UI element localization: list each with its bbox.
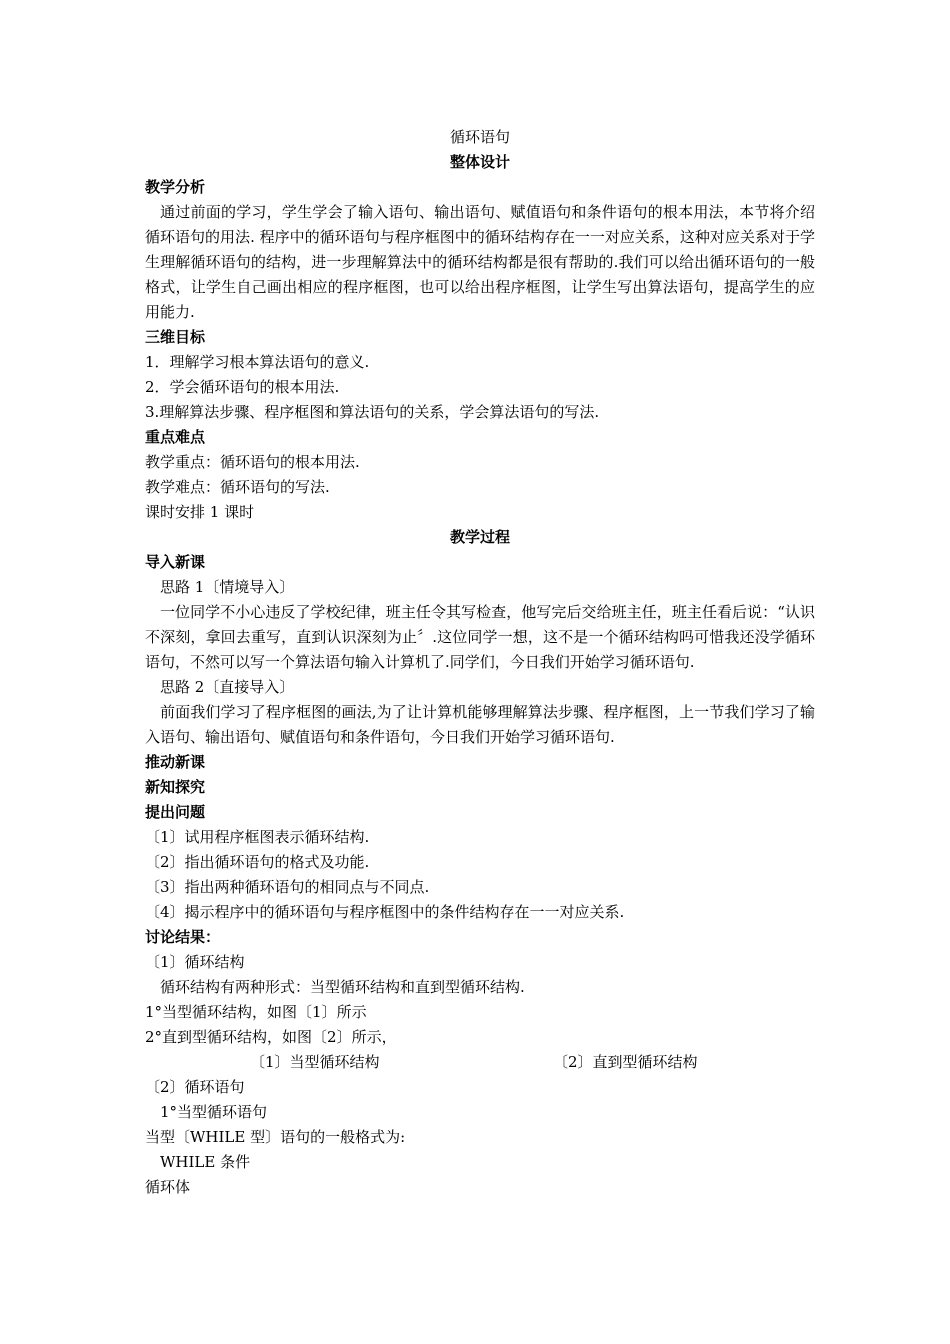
paragraph-idea2: 前面我们学习了程序框图的画法,为了让计算机能够理解算法步骤、程序框图，上一节我们学习了输入语句、输出语句、赋值语句和条件语句，今日我们开始学习循环语句. [145, 703, 815, 746]
goal-item: 2．学会循环语句的根本用法. [145, 378, 340, 396]
paragraph-analysis: 通过前面的学习，学生学会了输入语句、输出语句、赋值语句和条件语句的根本用法，本节将介绍循环语句的用法. 程序中的循环语句与程序框图中的循环结构存在一一对应关系，这种对应关系对于学生理解循环语句的结构，进一步理解算法中的循环结构都是很有帮助的.我们可以给出循环语句的一般格式，让学生自己画出相应的程序框图，也可以给出程序框图，让学生写出算法语句，提高学生的应用能力. [145, 203, 815, 321]
figure-caption-until: 〔2〕直到型循环结构 [553, 1053, 698, 1071]
paragraph-idea1: 一位同学不小心违反了学校纪律，班主任令其写检查，他写完后交给班主任，班主任看后说：“认识不深刻，拿回去重写，直到认识深刻为止〞.这位同学一想，这不是一个循环结构吗可惜我还没学循环语句，不然可以写一个算法语句输入计算机了.同学们，今日我们开始学习循环语句. [145, 603, 815, 671]
heading-results: 讨论结果： [145, 928, 221, 946]
heading-explore: 新知探究 [145, 778, 206, 796]
code-body-line: 循环体 [145, 1178, 191, 1196]
key-point: 教学难点：循环语句的写法. [145, 478, 330, 496]
heading-goals: 三维目标 [145, 328, 206, 346]
question-item: 〔3〕指出两种循环语句的相同点与不同点. [145, 878, 430, 896]
heading-intro: 导入新课 [145, 553, 206, 571]
question-item: 〔4〕揭示程序中的循环语句与程序框图中的条件结构存在一一对应关系. [145, 903, 625, 921]
document-page [145, 125, 815, 1200]
question-item: 〔2〕指出循环语句的格式及功能. [145, 853, 370, 871]
result-loop-statement: 〔2〕循环语句 [145, 1078, 245, 1096]
document-title: 循环语句 [449, 128, 510, 146]
figure-captions [145, 1050, 815, 1075]
question-item: 〔1〕试用程序框图表示循环结构. [145, 828, 370, 846]
code-while-line: WHILE 条件 [160, 1153, 251, 1171]
until-structure-line: 2°直到型循环结构，如图〔2〕所示， [145, 1028, 397, 1046]
figure-caption-while: 〔1〕当型循环结构 [250, 1053, 380, 1071]
goal-item: 1．理解学习根本算法语句的意义. [145, 353, 370, 371]
idea2-label: 思路 2〔直接导入〕 [160, 678, 295, 696]
section-heading-overall-design: 整体设计 [449, 153, 510, 171]
heading-advance: 推动新课 [145, 753, 206, 771]
heading-teaching-analysis: 教学分析 [145, 178, 206, 196]
section-heading-process: 教学过程 [449, 528, 510, 546]
heading-key-points: 重点难点 [145, 428, 206, 446]
goal-item: 3.理解算法步骤、程序框图和算法语句的关系，学会算法语句的写法. [145, 403, 600, 421]
while-format-line: 当型〔WHILE 型〕语句的一般格式为: [145, 1128, 406, 1146]
result-loop-structure-text: 循环结构有两种形式：当型循环结构和直到型循环结构. [160, 978, 525, 996]
result-loop-structure: 〔1〕循环结构 [145, 953, 245, 971]
key-point: 教学重点：循环语句的根本用法. [145, 453, 360, 471]
while-structure-line: 1°当型循环结构，如图〔1〕所示 [145, 1003, 367, 1021]
heading-questions: 提出问题 [145, 803, 206, 821]
while-statement-label: 1°当型循环语句 [160, 1103, 268, 1121]
idea1-label: 思路 1〔情境导入〕 [160, 578, 295, 596]
schedule-line: 课时安排 1 课时 [145, 503, 255, 521]
